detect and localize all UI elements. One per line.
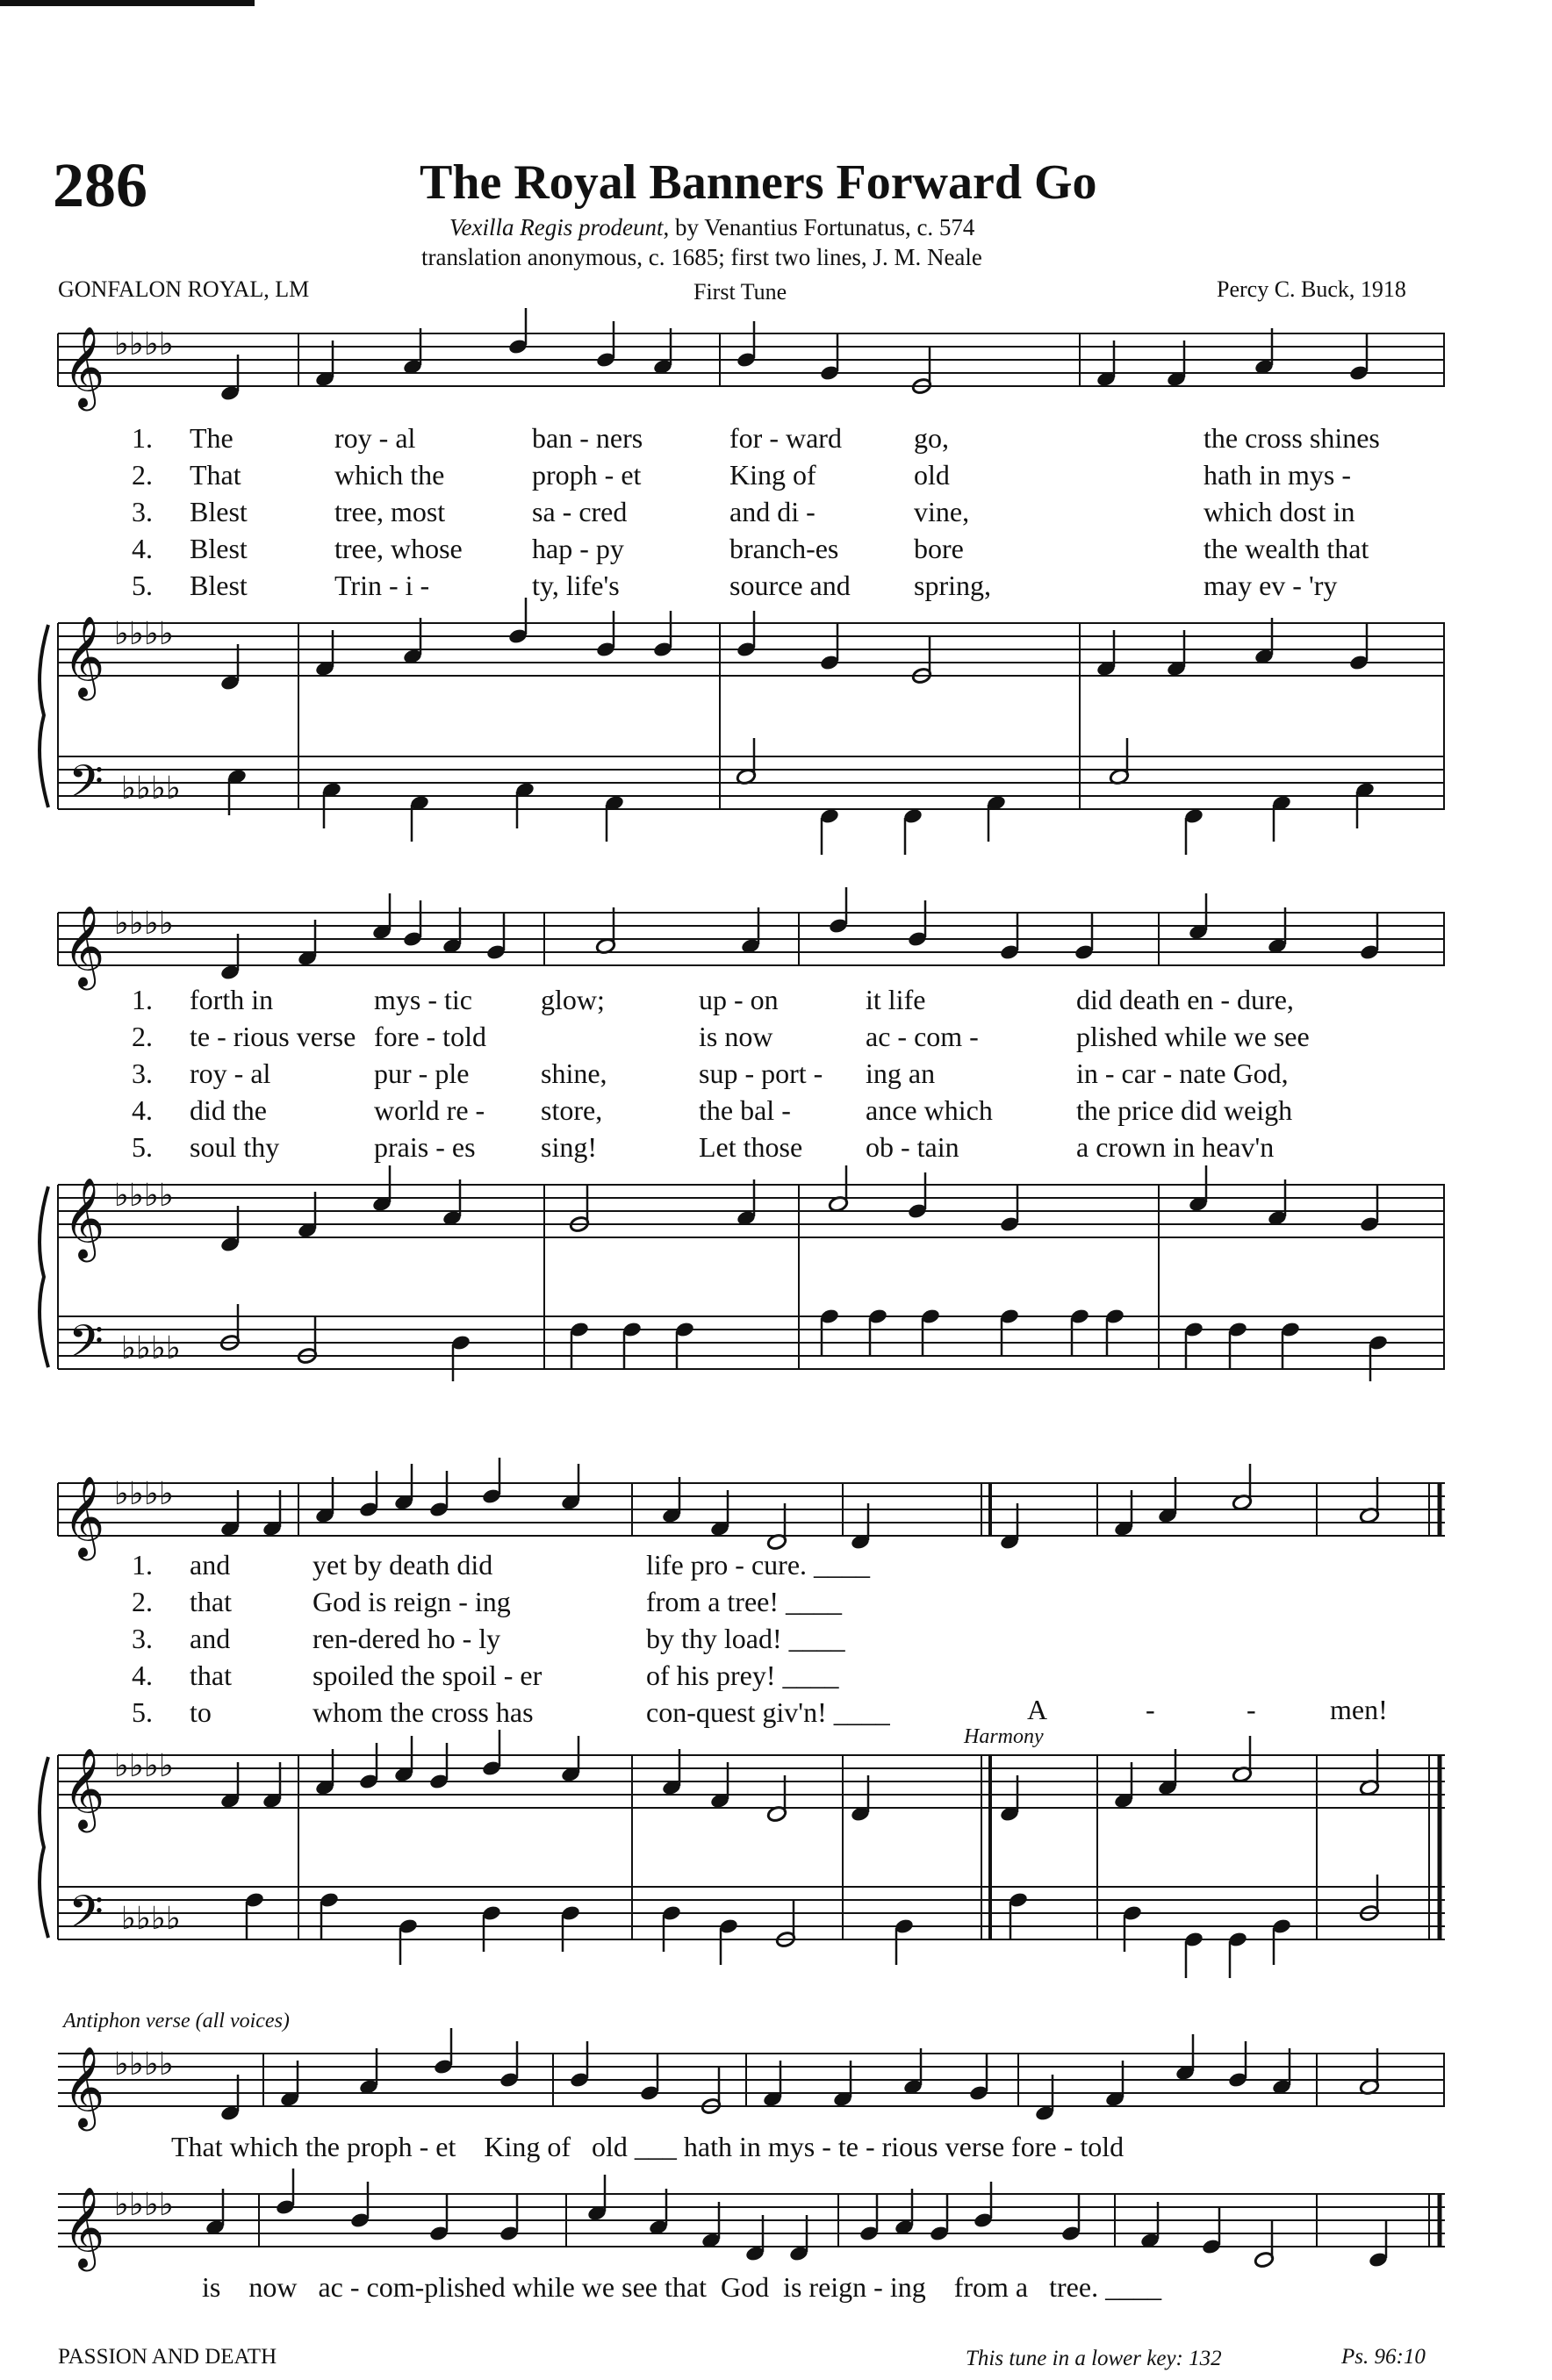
verse-line: 5. to whom the cross has con-quest giv'n! ____ (132, 1696, 890, 1728)
svg-text:𝄢: 𝄢 (68, 1315, 104, 1379)
tune-name: GONFALON ROYAL, LM (58, 276, 310, 302)
system2-barlines (40, 1185, 1444, 1369)
system3-lyrics (132, 1546, 890, 1731)
verse-line: 3. and ren-dered ho - ly by thy load! ____ (132, 1623, 845, 1654)
svg-text:𝄞: 𝄞 (63, 1475, 105, 1557)
verse-line: 2. te - rious verse fore - told is now ac - com - plished while we see (132, 1021, 1310, 1052)
svg-text:♭♭♭♭: ♭♭♭♭ (121, 1330, 181, 1366)
system2-treble-staff (58, 1165, 1445, 1262)
source-title: Vexilla Regis prodeunt (449, 214, 664, 240)
verse-line: 3. Blest tree, most sa - cred and di - vine, which dost in (132, 496, 1355, 527)
verse-line: 3. roy - al pur - ple shine, sup - port - ing an in - car - nate God, (132, 1057, 1289, 1089)
amen-a: A (1027, 1694, 1048, 1725)
svg-text:𝄞: 𝄞 (63, 615, 105, 697)
svg-text:♭♭♭♭: ♭♭♭♭ (114, 326, 174, 362)
antiphon-label: Antiphon verse (all voices) (63, 2010, 290, 2032)
tune-label: First Tune (693, 279, 787, 305)
svg-text:𝄢: 𝄢 (68, 755, 104, 819)
svg-text:♭♭♭♭: ♭♭♭♭ (114, 616, 174, 652)
svg-text:𝄞: 𝄞 (63, 2186, 105, 2268)
translation-line: translation anonymous, c. 1685; first two lines, J. M. Neale (421, 244, 982, 270)
verse-line: 1. The roy - al ban - ners for - ward go, the cross shines (132, 422, 1380, 454)
antiphon-lyrics-1: That which the proph - et King of old ___ hath in mys - te - rious verse fore - told (171, 2131, 1124, 2162)
footer-lower-key: This tune in a lower key: 132 (966, 2347, 1222, 2370)
system3-melody-staff (58, 1458, 1445, 1560)
system1-melody-staff (58, 308, 1445, 411)
svg-text:♭♭♭♭: ♭♭♭♭ (114, 1748, 174, 1784)
system2-bass-staff (58, 1304, 1445, 1381)
svg-text:♭♭♭♭: ♭♭♭♭ (114, 1476, 174, 1512)
verse-line: 5. Blest Trin - i - ty, life's source and spring, may ev - 'ry (132, 570, 1338, 601)
svg-text:𝄞: 𝄞 (63, 2046, 105, 2127)
source-credit: , by Venantius Fortunatus, c. 574 (663, 214, 975, 240)
antiphon-staff-2 (58, 2169, 1445, 2271)
system2-lyrics (132, 981, 1310, 1165)
antiphon-staff-1 (58, 2028, 1445, 2131)
system3-barlines (40, 1755, 1440, 1939)
system3-bass-staff (58, 1875, 1445, 1978)
amen-men: men! (1330, 1694, 1388, 1725)
system1-treble-staff (58, 598, 1445, 700)
system2-melody-staff (58, 887, 1445, 990)
verse-line: 4. did the world re - store, the bal - ance which the price did weigh (132, 1094, 1293, 1126)
svg-text:♭♭♭♭: ♭♭♭♭ (114, 906, 174, 942)
svg-text:♭♭♭♭: ♭♭♭♭ (121, 1901, 181, 1937)
footer-section: PASSION AND DEATH (58, 2345, 277, 2369)
svg-text:𝄞: 𝄞 (63, 1747, 105, 1829)
verse-line: 4. Blest tree, whose hap - py branch-es bore the wealth that (132, 533, 1369, 564)
system3-treble-staff (58, 1730, 1445, 1832)
system1-lyrics (132, 419, 1380, 604)
svg-text:♭♭♭♭: ♭♭♭♭ (114, 2047, 174, 2082)
verse-line: 4. that spoiled the spoil - er of his prey! ____ (132, 1660, 839, 1691)
svg-text:𝄞: 𝄞 (63, 326, 105, 407)
amen-dash: - (1247, 1694, 1256, 1725)
svg-text:♭♭♭♭: ♭♭♭♭ (114, 2187, 174, 2223)
harmony-label: Harmony (964, 1725, 1044, 1748)
svg-text:𝄞: 𝄞 (63, 905, 105, 986)
hymn-title: The Royal Banners Forward Go (420, 155, 1097, 210)
verse-line: 2. That which the proph - et King of old hath in mys - (132, 459, 1351, 491)
svg-text:𝄢: 𝄢 (68, 1885, 104, 1949)
amen-dash: - (1146, 1694, 1155, 1725)
composer: Percy C. Buck, 1918 (1217, 276, 1406, 302)
svg-text:♭♭♭♭: ♭♭♭♭ (114, 1178, 174, 1214)
footer-scripture: Ps. 96:10 (1341, 2345, 1426, 2369)
verse-line: 5. soul thy prais - es sing! Let those ob - tain a crown in heav'n (132, 1131, 1275, 1163)
system1-bass-staff (58, 738, 1445, 855)
verse-line: 1. and yet by death did life pro - cure. ____ (132, 1549, 871, 1581)
svg-text:♭♭♭♭: ♭♭♭♭ (121, 771, 181, 806)
svg-text:𝄞: 𝄞 (63, 1177, 105, 1258)
antiphon-lyrics-2: is now ac - com-plished while we see that God is reign - ing from a tree. ____ (202, 2271, 1162, 2303)
verse-line: 1. forth in mys - tic glow; up - on it life did death en - dure, (132, 984, 1294, 1015)
hymn-number: 286 (53, 150, 147, 220)
verse-line: 2. that God is reign - ing from a tree! ____ (132, 1586, 843, 1617)
